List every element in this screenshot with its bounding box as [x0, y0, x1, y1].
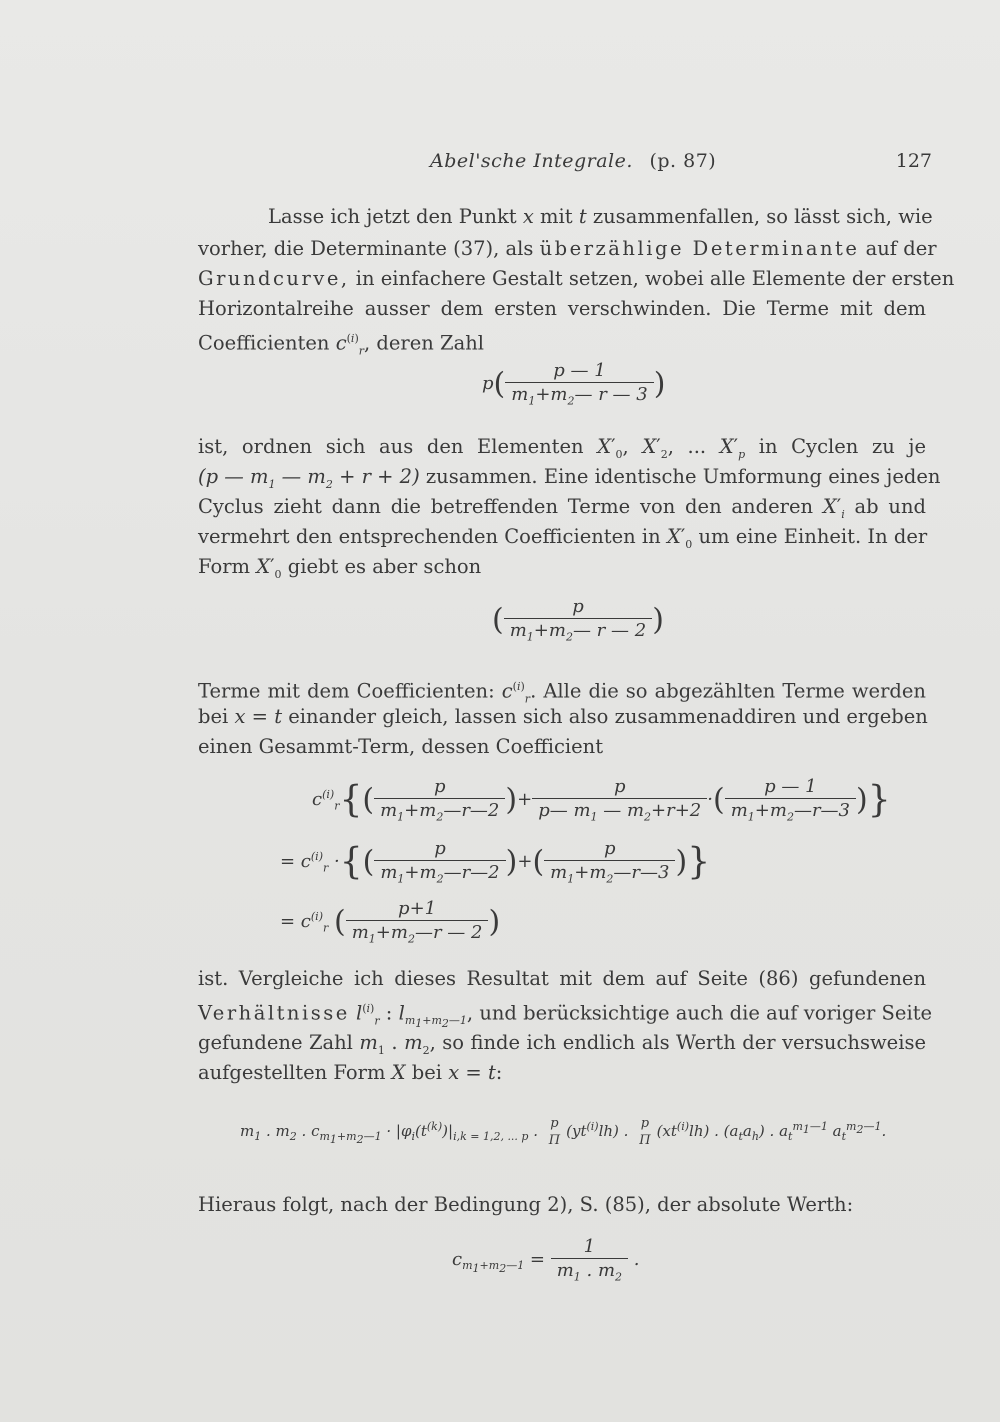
text-line: einen Gesammt-Term, dessen Coefficient [198, 735, 604, 758]
text-line: Terme mit dem Coefficienten: $c^{(i)}_r$. Alle die so abgezählten Terme werden [198, 679, 926, 706]
text-line: aufgestellten Form X bei x = t: [198, 1061, 503, 1084]
text-line: vorher, die Determinante (37), als überzählige Determinante auf der [198, 237, 937, 260]
text-line: vermehrt den entsprechenden Coefficienten in $X'_0$ um eine Einheit. In der [198, 525, 928, 551]
text-line: Grundcurve, in einfachere Gestalt setzen, wobei alle Elemente der ersten [198, 267, 955, 290]
formula-coefficient-3: = $c^{(i)}_r$ ( $\frac{p+1}{m_1+m_2—r — 2}$ ) [280, 898, 501, 946]
text-line: ist. Vergleiche ich dieses Resultat mit dem auf Seite (86) gefundenen [198, 967, 926, 990]
text-line: Horizontalreihe ausser dem ersten verschwinden. Die Terme mit dem [198, 297, 926, 320]
text-line: Form $X'_0$ giebt es aber schon [198, 555, 482, 581]
running-title: Abel'sche Integrale. [430, 150, 633, 172]
formula-coefficient-2: = $c^{(i)}_r$ ·{( $\frac{p}{m_1+m_2—r—2}$ )+( $\frac{p}{m_1+m_2—r—3}$ )} [280, 838, 711, 886]
text-line: Verhältnisse $l^{(i)}_r$ : $l_{m_1+m_2—1}$, und berücksichtige auch die auf voriger Seite [198, 1001, 933, 1031]
section-reference: (p. 87) [649, 150, 717, 172]
running-header [430, 150, 716, 172]
text-line: Coefficienten $c^{(i)}_r$, deren Zahl [198, 331, 485, 358]
formula-coefficient-1: $c^{(i)}_r${( $\frac{p}{m_1+m_2—r—2}$ )+ $\frac{p}{p— m_1 — m_2+r+2}$ ·( $\frac{p — 1}{m_1+m_2—r—3}$ )} [312, 776, 891, 824]
text-line: gefundene Zahl $m_1$ . $m_2$, so finde ich endlich als Werth der versuchsweise [198, 1031, 926, 1057]
formula-x0-count: ( $\frac{p}{m_1+m_2— r — 2}$ ) [492, 596, 664, 644]
formula-absolute-value: $c_{m_1+m_2—1}$ = $\frac{1}{m_1 . m_2}$ . [452, 1236, 640, 1284]
formula-form-value: $m_1$ . $m_2$ . $c_{m_1+m_2—1} \cdot |\varphi_i(t^{(k)})|_{i,k = 1,2, ... p}$ . p Π $(yt^{(i)}lh)$ . p Π $(xt^{(i)}lh)$ . $(a_ta_h)$ . $a_t^{m_1—1}$ $a_t^{m_2—1}$. [240, 1116, 887, 1148]
text-line: Cyclus zieht dann die betreffenden Terme von den anderen $X'_i$ ab und [198, 495, 927, 521]
text-line: Hieraus folgt, nach der Bedingung 2), S. (85), der absolute Werth: [198, 1193, 854, 1216]
text-line: (p — $m_1$ — $m_2 + r + 2$) zusammen. Eine identische Umformung eines jeden [198, 465, 941, 491]
page-number: 127 [895, 150, 932, 172]
formula-count: p( $\frac{p — 1}{m_1+m_2— r — 3}$ ) [482, 360, 666, 408]
text-line: ist, ordnen sich aus den Elementen $X'_0$, $X'_2$, ... $X'_p$ in Cyclen zu je [198, 435, 926, 461]
text-line: Lasse ich jetzt den Punkt x mit t zusammenfallen, so lässt sich, wie [268, 205, 933, 228]
text-line: bei x = t einander gleich, lassen sich also zusammenaddiren und ergeben [198, 705, 928, 728]
